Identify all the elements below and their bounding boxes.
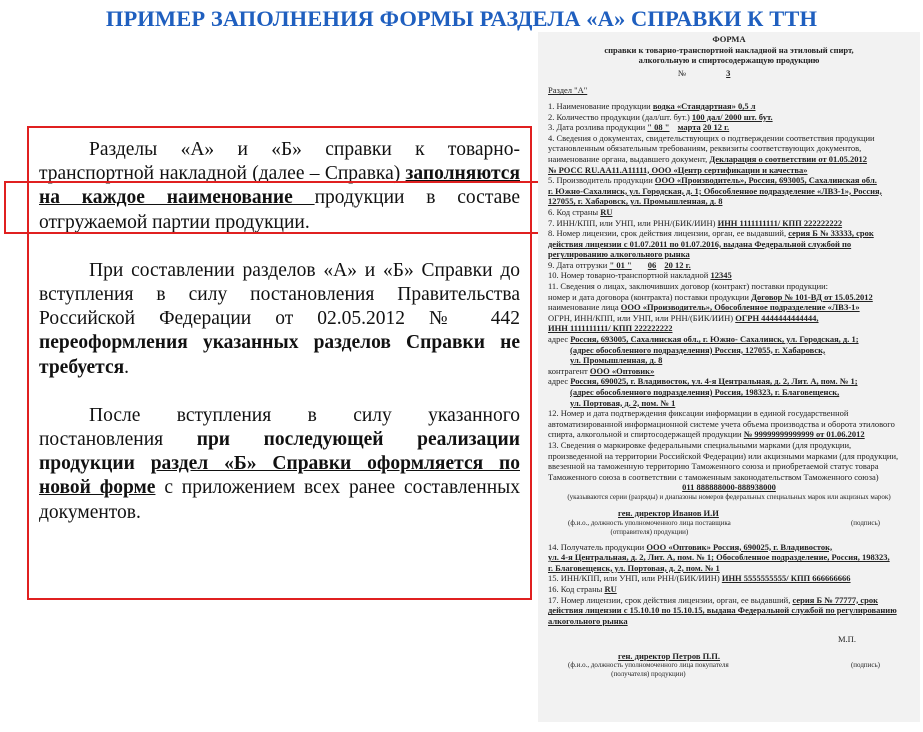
field-11-cp-address-label: адрес — [548, 376, 569, 387]
field-13-value: 011 888888000-888938000 — [682, 482, 776, 493]
field-4-line-2: установленным обязательным требованиям, реквизиты соответствующих документов, — [548, 143, 862, 154]
field-6-value: RU — [600, 206, 613, 217]
p3-text: После вступления в силу указанного постановления — [39, 404, 520, 451]
field-10-label: 10. Номер товарно-транспортной накладной — [548, 270, 709, 281]
field-11-counterparty-label: контрагент — [548, 365, 588, 376]
field-11-ogrn-value: ОГРН 4444444444444, — [735, 312, 819, 323]
field-11-cp-address-value: Россия, 690025, г. Владивосток, ул. 4-я Центральная, д. 2, Лит. А, пом. № 1; — [570, 376, 858, 387]
field-9-year: 20 12 г. — [664, 259, 691, 270]
form-number-line — [548, 68, 910, 79]
field-4-label: наименование органа, выдавшего документ, — [548, 153, 708, 164]
field-13-line-3: ввезенной на таможенную территорию Таможенного союза и приобретаемой статус товара — [548, 461, 879, 472]
field-14-line-2: ул. 4-я Центральная, д. 2, Лит. А, пом. № 1; Обособленное подразделение, Россия, 198323, — [548, 552, 890, 563]
field-11-name — [548, 302, 910, 313]
p1-text: Разделы «А» и «Б» справки к товарно-транспортной накладной (далее – Справка) — [39, 139, 520, 185]
field-8-line-3: регулированию алкогольного рынка — [548, 249, 690, 260]
field-3-year: 20 12 г. — [702, 122, 730, 133]
field-1-label: 1. Наименование продукции — [548, 100, 651, 111]
field-8-value: серия Б № 33333, срок — [788, 228, 874, 239]
field-11-title: 11. Сведения о лицах, заключивших договор (контракт) поставки продукции: — [548, 281, 829, 292]
field-1-value: водка «Стандартная» 0,5 л — [652, 100, 756, 111]
field-10 — [548, 270, 910, 281]
paragraph-3 — [39, 404, 520, 525]
field-16 — [548, 584, 910, 595]
highlight-frame — [4, 181, 542, 234]
p2-text-end: . — [124, 356, 130, 378]
field-11-contract-label: номер и дата договора (контракта) поставки продукции — [548, 291, 749, 302]
field-5 — [548, 175, 910, 186]
signature-1-value: ген. директор Иванов И.И — [618, 507, 719, 518]
p3-text-end: с приложением всех ранее составленных документов. — [39, 477, 520, 523]
field-13-line-1: 13. Сведения о маркировке федеральными специальными марками (для продукции, — [548, 439, 852, 450]
form-subtitle-2: алкогольную и спиртосодержащую продукцию — [638, 55, 820, 66]
field-11-cp-address — [548, 376, 910, 387]
field-8-line-2: действия лицензии с 01.07.2011 по 01.07.2016, выдана Федеральной службой по — [548, 238, 852, 249]
stamp-place: М.П. — [838, 634, 856, 645]
field-15-value: ИНН 5555555555/ КПП 666666666 — [721, 573, 851, 584]
signature-2-value: ген. директор Петров П.П. — [618, 650, 721, 661]
field-2-label: 2. Количество продукции (дал/шт. бут.) — [548, 111, 690, 122]
field-9-day: " 01 " — [609, 259, 632, 270]
field-3-label: 3. Дата розлива продукции — [548, 122, 646, 133]
field-11-address-2: (адрес обособленного подразделения) Россия, 127055, г. Хабаровск, — [570, 344, 826, 355]
field-16-value: RU — [604, 583, 617, 594]
field-1 — [548, 101, 910, 112]
field-8 — [548, 228, 910, 239]
field-4-line-1: 4. Сведения о документах, свидетельствующих о подтверждении соответствия продукции — [548, 132, 875, 143]
field-11-inn: ИНН 1111111111/ КПП 222222222 — [548, 323, 673, 334]
field-14-line-3: г. Благовещенск, ул. Портовая, д. 2, пом. № 1 — [548, 562, 720, 573]
field-12-line-2: автоматизированной информационной системе учета объема производства и оборота этилового — [548, 418, 895, 429]
field-6-label: 6. Код страны — [548, 206, 599, 217]
field-5-line-2: г. Южно-Сахалинск, ул. Городская, д. 1; Обособленное подразделение «ЛВЗ-1», Россия, — [548, 185, 882, 196]
field-2-value: 100 дал/ 2000 шт. бут. — [691, 111, 773, 122]
field-11-name-value: ООО «Производитель», Обособленное подразделение «ЛВЗ-1» — [620, 302, 860, 313]
field-14-value: ООО «Оптовик» Россия, 690025, г. Владивосток, — [646, 541, 833, 552]
field-11-contract — [548, 292, 910, 303]
field-8-label: 8. Номер лицензии, срок действия лицензии, орган, ее выдавший, — [548, 228, 787, 239]
p1-emphasis: заполняются на каждое наименование — [39, 163, 520, 209]
signature-2-caption-2: (получателя) продукции) — [611, 670, 686, 679]
field-3-day: " 08 " — [647, 122, 670, 133]
field-12-line-3 — [548, 429, 910, 440]
p1-text-end: продукции в составе отгружаемой партии продукции. — [39, 187, 520, 233]
field-17-line-3: алкогольного рынка — [548, 615, 628, 626]
field-16-label: 16. Код страны — [548, 583, 603, 594]
field-6 — [548, 207, 910, 218]
form-subtitle-1: справки к товарно-транспортной накладной на этиловый спирт, — [604, 44, 854, 55]
field-15-label: 15. ИНН/КПП, или УНП, или РНН/(БИК/ИИН) — [548, 573, 720, 584]
field-11-address-value: Россия, 693005, Сахалинская обл., г. Южно- Сахалинск, ул. Городская, д. 1; — [570, 334, 859, 345]
field-11-cp-address-2: (адрес обособленного подразделения) Россия, 198323, г. Благовещенск, — [570, 387, 840, 397]
field-11-ogrn — [548, 313, 910, 324]
p2-text: При составлении разделов «А» и «Б» Справки до вступления в силу постановления Правительства Российской Федерации от 02.05.2012 № 442 — [39, 259, 520, 330]
field-17-label: 17. Номер лицензии, срок действия лицензии, орган, ее выдавший, — [548, 594, 791, 605]
field-2 — [548, 112, 910, 123]
field-11-cp-address-3: ул. Портовая, д. 2, пом. № 1 — [570, 397, 676, 408]
field-17 — [548, 595, 910, 606]
field-7-value: ИНН 1111111111/ КПП 222222222 — [717, 217, 843, 228]
field-3-month: марта — [677, 122, 701, 133]
field-13-line-2: произведенной на территории Российской Федерации) или акцизными марками (для продукции, — [548, 450, 899, 461]
field-5-line-3: 127055, г. Хабаровск, ул. Промышленная, д. 8 — [548, 196, 723, 207]
field-11-address — [548, 334, 910, 345]
signature-2-caption-1: (ф.и.о., должность уполномоченного лица покупателя — [568, 661, 729, 670]
signature-2-sign: (подпись) — [850, 661, 880, 670]
field-11-address-label: адрес — [548, 334, 569, 345]
field-14-label: 14. Получатель продукции — [548, 541, 645, 552]
field-12-line-1: 12. Номер и дата подтверждения фиксации информации в единой государственной — [548, 408, 849, 419]
signature-1-caption-1: (ф.и.о., должность уполномоченного лица поставщика — [568, 518, 731, 527]
form-number-value: 3 — [726, 67, 731, 78]
field-15 — [548, 573, 910, 584]
signature-1-captions — [548, 519, 910, 537]
field-7 — [548, 218, 910, 229]
field-9-month: 06 — [647, 259, 657, 270]
field-5-label: 5. Производитель продукции — [548, 175, 653, 186]
field-9 — [548, 260, 910, 271]
signature-1-caption-2: (отправителя) продукции) — [610, 527, 689, 536]
form-number-label: № — [678, 67, 687, 78]
field-11-counterparty-value: ООО «Оптовик» — [589, 365, 655, 376]
p2-emphasis: переоформления указанных разделов Справки не требуется — [39, 332, 520, 378]
field-10-value: 12345 — [710, 270, 732, 281]
field-3 — [548, 122, 910, 133]
form-header: ФОРМА — [712, 34, 746, 44]
signature-1-sign: (подпись) — [850, 518, 880, 527]
field-7-label: 7. ИНН/КПП, или УНП, или РНН/(БИК/ИИН) — [548, 217, 716, 228]
signature-2-captions — [548, 661, 910, 679]
field-4-line-3 — [548, 154, 910, 165]
field-12-label: спирта, алкогольной и спиртосодержащей продукции — [548, 429, 742, 440]
section-label: Раздел "А" — [548, 85, 588, 96]
field-4-value: Декларация о соответствии от 01.05.2012 — [709, 153, 868, 164]
field-4-line-4: № РОСС RU.АА11.А11111, ООО «Центр сертификации и качества» — [548, 164, 808, 175]
field-17-line-2: действия лицензии с 15.10.10 по 15.10.15, выдана Федеральной службой по регулированию — [548, 605, 897, 616]
field-11-address-3: ул. Промышленная, д. 8 — [570, 355, 663, 366]
p3-emphasis-underlined: раздел «Б» Справки оформляется по новой форме — [39, 453, 520, 499]
field-5-value: ООО «Производитель», Россия, 693005, Сахалинская обл. — [654, 175, 877, 186]
field-12-value: № 99999999999999 от 01.06.2012 — [743, 429, 865, 440]
field-14 — [548, 542, 910, 553]
field-11-name-label: наименование лица — [548, 302, 619, 313]
p3-emphasis: при последующей реализации продукции — [39, 429, 520, 475]
field-11-ogrn-label: ОГРН, ИНН/КПП, или УНП, или РНН/(БИК/ИИН) — [548, 312, 734, 323]
field-11-contract-value: Договор № 101-ВД от 15.05.2012 — [751, 291, 873, 302]
paragraph-2 — [39, 259, 520, 380]
field-11-counterparty — [548, 366, 910, 377]
field-9-label: 9. Дата отгрузки — [548, 259, 608, 270]
page-title: ПРИМЕР ЗАПОЛНЕНИЯ ФОРМЫ РАЗДЕЛА «А» СПРАВКИ К ТТН — [105, 6, 818, 31]
field-13-line-4: Таможенного союза в соответствии с таможенным законодательством Таможенного союза) — [548, 471, 879, 482]
field-13-caption: (указываются серии (разряды) и диапазоны номеров федеральных специальных марок или акцизных марок) — [567, 492, 891, 501]
field-17-value: серия Б № 77777, срок — [792, 594, 879, 605]
sample-form — [538, 32, 920, 722]
